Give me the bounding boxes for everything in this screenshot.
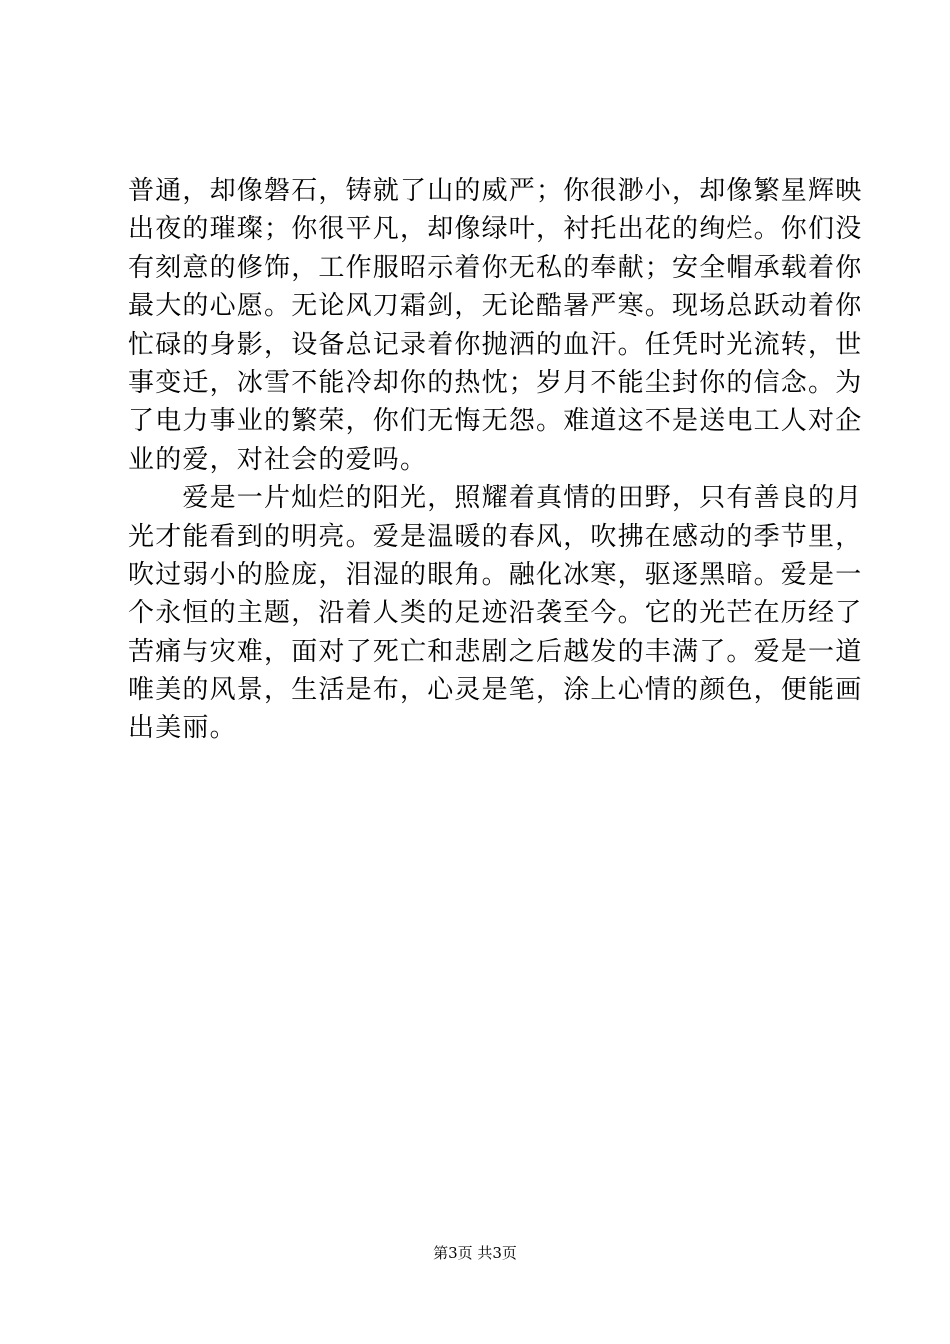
text-line: 爱是一片灿烂的阳光，照耀着真情的田野，只有善良的月 xyxy=(128,483,863,514)
text-line: 苦痛与灾难，面对了死亡和悲剧之后越发的丰满了。爱是一道 xyxy=(128,636,863,667)
body-text xyxy=(128,172,863,748)
page-number-label: 第3页 共3页 xyxy=(433,1244,517,1262)
text-line: 普通，却像磐石，铸就了山的威严；你很渺小，却像繁星辉映 xyxy=(128,176,863,206)
page-footer xyxy=(0,1243,950,1263)
text-line: 业的爱，对社会的爱吗。 xyxy=(128,444,428,475)
text-line: 出夜的璀璨；你很平凡，却像绿叶，衬托出花的绚烂。你们没 xyxy=(128,214,863,245)
text-line: 吹过弱小的脸庞，泪湿的眼角。融化冰寒，驱逐黑暗。爱是一 xyxy=(128,559,863,590)
text-line: 事变迁，冰雪不能冷却你的热忱；岁月不能尘封你的信念。为 xyxy=(128,367,863,398)
text-line: 出美丽。 xyxy=(128,713,237,744)
text-line: 忙碌的身影，设备总记录着你抛洒的血汗。任凭时光流转，世 xyxy=(128,329,863,360)
text-line: 了电力事业的繁荣，你们无悔无怨。难道这不是送电工人对企 xyxy=(128,406,863,437)
text-line: 有刻意的修饰，工作服昭示着你无私的奉献；安全帽承载着你 xyxy=(128,252,863,283)
text-line: 光才能看到的明亮。爱是温暖的春风，吹拂在感动的季节里， xyxy=(128,521,863,552)
text-line: 最大的心愿。无论风刀霜剑，无论酷暑严寒。现场总跃动着你 xyxy=(128,291,863,322)
text-line: 唯美的风景，生活是布，心灵是笔，涂上心情的颜色，便能画 xyxy=(128,675,863,706)
text-line: 个永恒的主题，沿着人类的足迹沿袭至今。它的光芒在历经了 xyxy=(128,598,863,629)
